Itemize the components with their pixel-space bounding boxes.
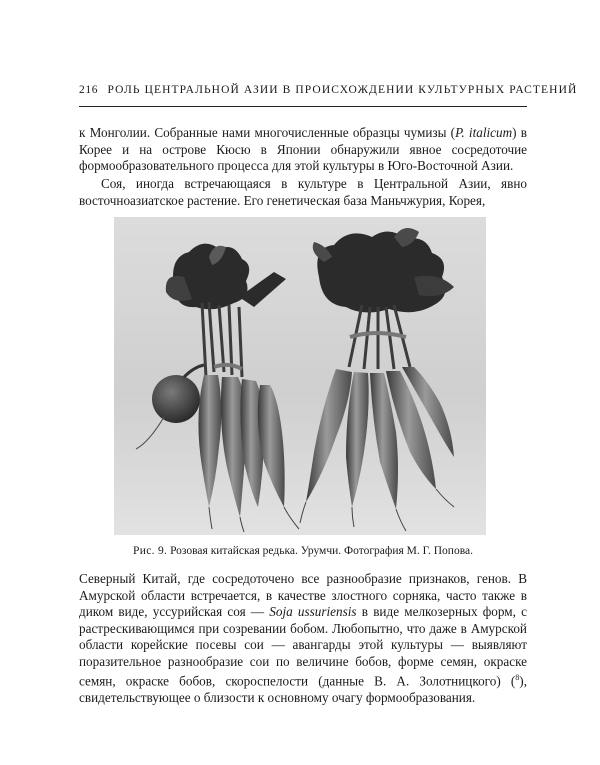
running-title: РОЛЬ ЦЕНТРАЛЬНОЙ АЗИИ В ПРОИСХОЖДЕНИИ КУЛЬТУРНЫХ РАСТЕНИЙ [107,84,578,96]
reference-number: 8 [515,673,520,682]
figure-caption [79,545,527,557]
radish-photograph [114,217,486,535]
figure-caption-text: Розовая китайская редька. Урумчи. Фотография М. Г. Попова. [170,545,473,557]
paragraph-2: Соя, иногда встречающаяся в культуре в Центральной Азии, явно восточноазиатское растение. Его генетическая база Маньчжурия, Корея, [79,176,527,208]
figure-label: Рис. 9. [133,545,168,557]
species-name-italicum: P. italicum [455,125,513,140]
page-number: 216 [79,84,99,96]
paragraph-3 [79,571,527,706]
paragraph-1-text-a: к Монголии. Собранные нами многочисленные образцы чумизы ( [79,125,456,140]
species-name-soja: Soja ussuriensis [269,604,357,619]
paragraph-3-text-b: в виде мелкозерных форм, с растрескивающимся при созревании бобом. Любопытно, что даже в Амурской области корейские посевы сои — авангарды этой культуры — выявляют поразительное разнообразие сои по величине бобов, форме семян, окраске семян, окраске бобов, скороспелости (данные В. А. Золотницкого) ( [79,604,527,689]
paragraph-3-text-a: Северный Китай, где сосредоточено все разнообразие признаков, генов. В Амурской области встречается, в качестве злостного сорняка, часто также в диком виде, уссурийская соя — [79,571,527,619]
paragraph-3-text-c: ), свидетельствующее о близости к основному очагу формообразования. [79,673,527,705]
paragraph-1 [79,125,527,175]
paragraph-1-text-b: ) в Корее и на острове Кюсю в Японии обнаружили явное сосредоточие формообразовательного процесса для этой культуры в Юго-Восточной Азии. [79,125,527,173]
running-header [79,84,578,107]
